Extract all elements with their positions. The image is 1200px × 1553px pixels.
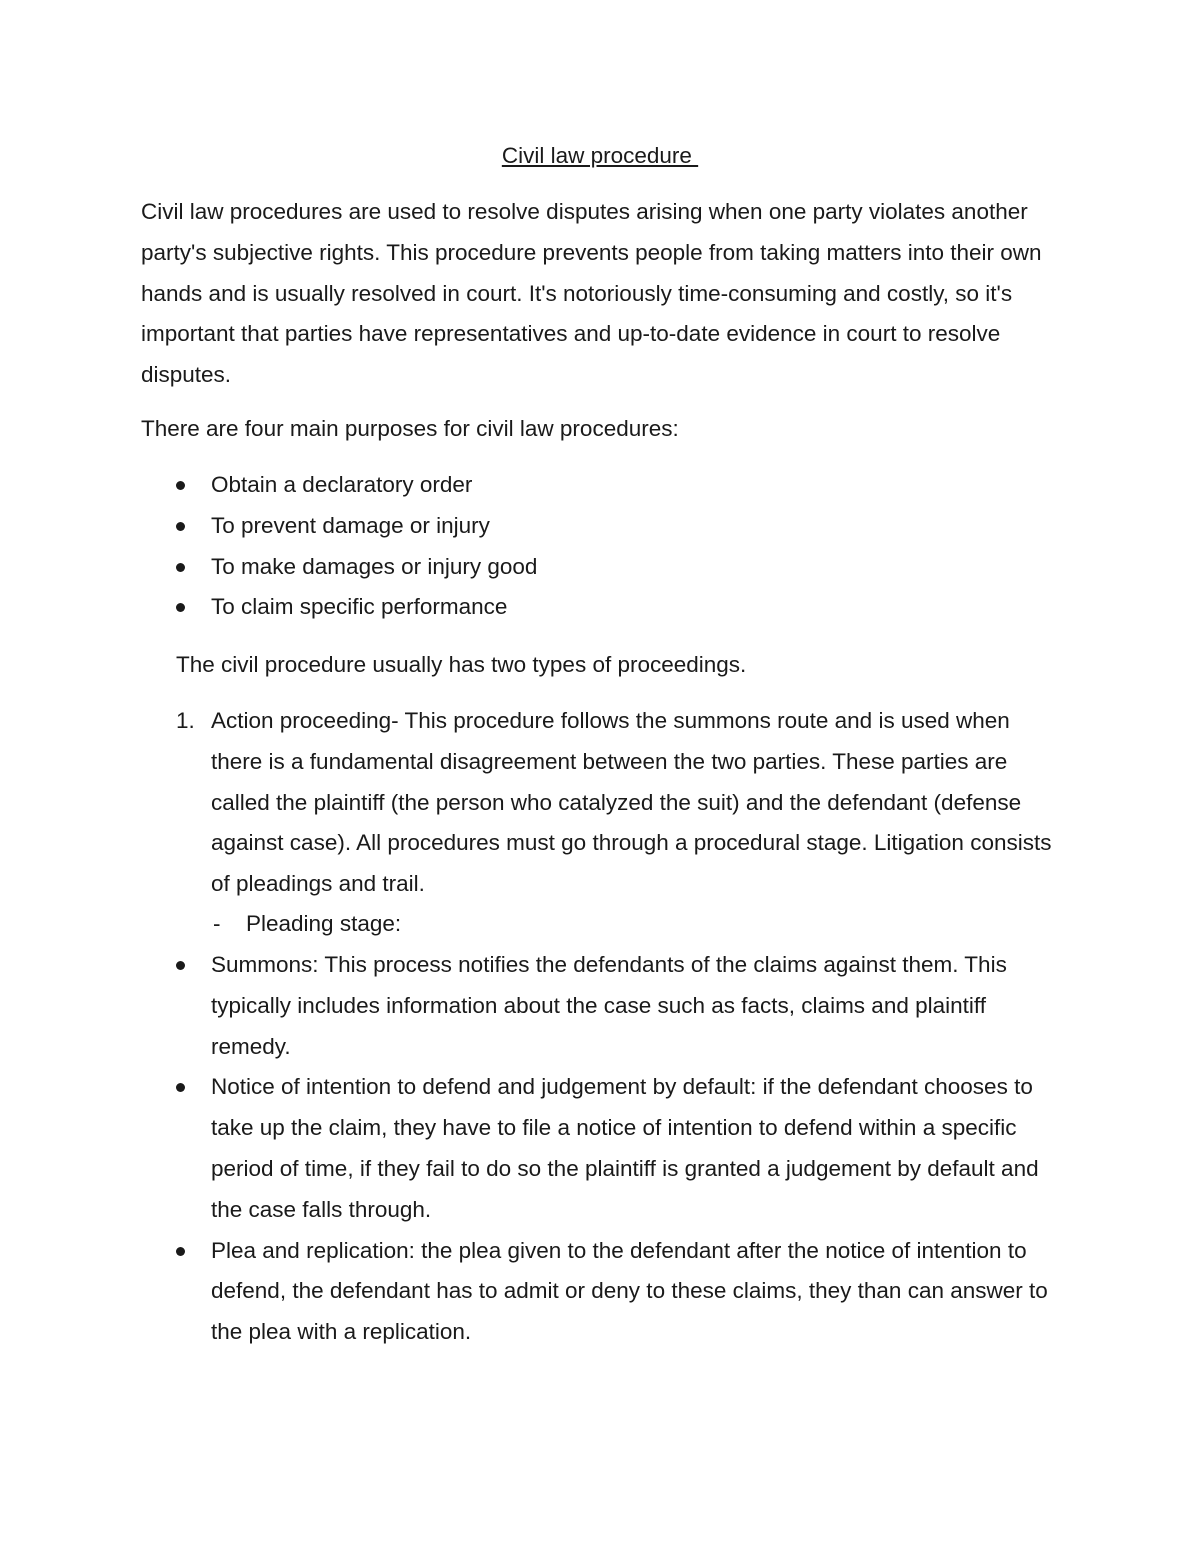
bullet-icon <box>176 1247 185 1256</box>
list-item <box>176 587 1056 628</box>
list-item <box>176 465 1056 506</box>
list-item-text: Action proceeding- This procedure follows the summons route and is used when there is a fundamental disagreement between the two parties. These parties are called the plaintiff (the person who catalyzed the suit) and the defendant (defense against case). All procedures must go through a procedural stage. Litigation consists of pleadings and trail. <box>211 708 1052 897</box>
bullet-icon <box>176 961 185 970</box>
list-item-text: Plea and replication: the plea given to the defendant after the notice of intention to defend, the defendant has to admit or deny to these claims, they than can answer to the plea with a replication. <box>211 1237 1048 1345</box>
purposes-intro: There are four main purposes for civil law procedures: <box>141 416 679 441</box>
pleading-stage-list <box>176 945 1056 1353</box>
document-title: Civil law procedure <box>501 143 699 168</box>
list-item <box>176 506 1056 547</box>
bullet-icon <box>176 603 185 612</box>
bullet-icon <box>176 481 185 490</box>
list-item <box>176 547 1056 588</box>
list-item-text: To make damages or injury good <box>211 553 538 579</box>
sub-heading-list <box>211 904 1051 945</box>
list-item <box>176 701 1056 905</box>
intro-paragraph: Civil law procedures are used to resolve disputes arising when one party violates another party's subjective rights. This procedure prevents people from taking matters into their own hands and is usually resolved in court. It's notoriously time-consuming and costly, so it's important that parties have representatives and up-to-date evidence in court to resolve disputes. <box>141 199 1042 388</box>
dash-icon: - <box>213 911 221 936</box>
list-item-text: To claim specific performance <box>211 594 508 620</box>
list-item <box>176 945 1056 1067</box>
list-item <box>176 1067 1056 1230</box>
proceedings-list <box>176 701 1056 905</box>
purposes-list <box>176 465 1056 628</box>
list-number: 1. <box>176 708 195 733</box>
sub-heading: Pleading stage: <box>246 911 402 936</box>
list-item-text: Obtain a declaratory order <box>211 472 473 497</box>
list-item <box>211 904 1051 945</box>
list-item-text: Summons: This process notifies the defendants of the claims against them. This typically includes information about the case such as facts, claims and plaintiff remedy. <box>211 952 1007 1059</box>
list-item-text: Notice of intention to defend and judgement by default: if the defendant chooses to take up the claim, they have to file a notice of intention to defend within a specific period of time, if they fail to do so the plaintiff is granted a judgement by default and the case falls through. <box>211 1074 1039 1222</box>
list-item-text: To prevent damage or injury <box>211 512 490 538</box>
proceedings-intro: The civil procedure usually has two types of proceedings. <box>176 652 747 677</box>
list-item <box>176 1231 1056 1353</box>
bullet-icon <box>176 522 185 531</box>
bullet-icon <box>176 1083 185 1092</box>
bullet-icon <box>176 563 185 572</box>
